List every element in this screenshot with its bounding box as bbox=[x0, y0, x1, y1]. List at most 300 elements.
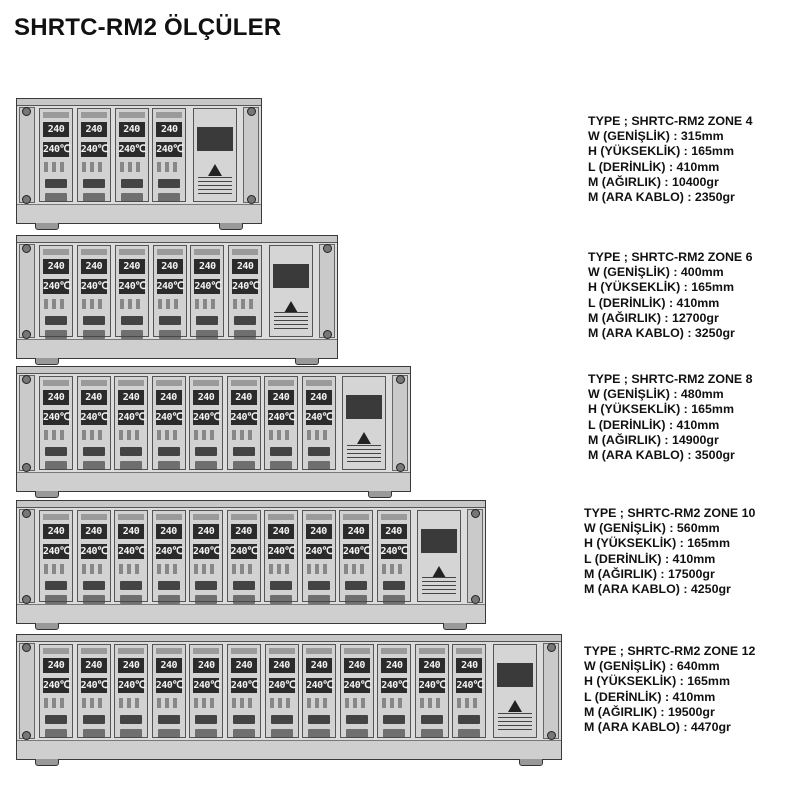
module-buttons bbox=[120, 162, 144, 172]
module-switch bbox=[45, 581, 67, 590]
module-label bbox=[456, 648, 482, 654]
module-buttons bbox=[82, 698, 106, 708]
module-switch bbox=[346, 729, 368, 738]
module-switch bbox=[83, 447, 105, 456]
zone-module bbox=[452, 644, 486, 738]
zone-module bbox=[302, 376, 336, 470]
screw-icon bbox=[22, 595, 31, 604]
spec-block bbox=[584, 506, 755, 597]
module-switch bbox=[233, 715, 255, 724]
module-buttons bbox=[233, 299, 257, 309]
zone-module bbox=[189, 376, 223, 470]
module-switch bbox=[45, 179, 67, 188]
spec-depth: L (DERİNLİK) : 410mm bbox=[584, 551, 716, 566]
module-switch bbox=[45, 461, 67, 470]
zone-module bbox=[114, 376, 148, 470]
module-buttons bbox=[382, 698, 406, 708]
module-label bbox=[231, 648, 257, 654]
module-switch bbox=[120, 461, 142, 470]
module-buttons bbox=[307, 430, 331, 440]
foot bbox=[295, 357, 319, 365]
setpoint-display: 240 bbox=[118, 658, 144, 673]
module-switch bbox=[270, 581, 292, 590]
actual-display: 240℃ bbox=[456, 680, 484, 691]
setpoint-display: 240 bbox=[193, 658, 219, 673]
foot bbox=[35, 357, 59, 365]
spec-depth: L (DERİNLİK) : 410mm bbox=[588, 417, 720, 432]
module-label bbox=[43, 648, 69, 654]
module-switch bbox=[83, 330, 105, 339]
module-label bbox=[193, 380, 219, 386]
module-switch bbox=[270, 447, 292, 456]
actual-display: 240℃ bbox=[230, 546, 258, 557]
module-switch bbox=[83, 193, 105, 202]
actual-display: 240℃ bbox=[43, 412, 71, 423]
zone-module bbox=[39, 644, 73, 738]
setpoint-display: 240 bbox=[43, 259, 69, 274]
setpoint-display: 240 bbox=[156, 390, 182, 405]
spec-width: W (GENİŞLİK) : 640mm bbox=[584, 659, 720, 674]
module-switch bbox=[45, 729, 67, 738]
screw-icon bbox=[22, 107, 31, 116]
module-switch bbox=[421, 715, 443, 724]
setpoint-display: 240 bbox=[156, 658, 182, 673]
module-buttons bbox=[82, 162, 106, 172]
module-label bbox=[306, 380, 332, 386]
setpoint-display: 240 bbox=[81, 658, 107, 673]
side-rail bbox=[543, 643, 559, 739]
module-switch bbox=[308, 715, 330, 724]
module-switch bbox=[195, 461, 217, 470]
module-switch bbox=[270, 595, 292, 604]
actual-display: 240℃ bbox=[118, 144, 146, 155]
actual-display: 240℃ bbox=[155, 546, 183, 557]
module-switch bbox=[120, 581, 142, 590]
module-buttons bbox=[157, 698, 181, 708]
module-switch bbox=[421, 729, 443, 738]
actual-display: 240℃ bbox=[43, 546, 71, 557]
controller-plate bbox=[273, 264, 309, 288]
warning-icon bbox=[208, 164, 222, 176]
module-switch bbox=[83, 729, 105, 738]
module-switch bbox=[308, 447, 330, 456]
screw-icon bbox=[396, 463, 405, 472]
module-label bbox=[419, 648, 445, 654]
actual-display: 240℃ bbox=[80, 144, 109, 155]
module-buttons bbox=[119, 698, 143, 708]
spec-block bbox=[588, 250, 753, 341]
module-buttons bbox=[194, 430, 218, 440]
module-switch bbox=[121, 330, 143, 339]
module-label bbox=[268, 514, 294, 520]
setpoint-display: 240 bbox=[232, 259, 258, 274]
module-switch bbox=[120, 595, 142, 604]
actual-display: 240℃ bbox=[193, 412, 221, 423]
side-rail bbox=[19, 107, 35, 203]
spec-cable: M (ARA KABLO) : 4470gr bbox=[584, 720, 731, 735]
module-buttons bbox=[158, 299, 182, 309]
spec-width: W (GENİŞLİK) : 480mm bbox=[588, 387, 724, 402]
zone-module bbox=[115, 108, 149, 202]
spec-type: TYPE ; SHRTC-RM2 ZONE 10 bbox=[584, 506, 756, 520]
module-label bbox=[344, 648, 370, 654]
zone-module bbox=[114, 644, 148, 738]
actual-display: 240℃ bbox=[156, 144, 184, 155]
actual-display: 240℃ bbox=[232, 281, 260, 292]
module-switch bbox=[158, 461, 180, 470]
side-rail bbox=[19, 509, 35, 603]
actual-display: 240℃ bbox=[80, 546, 108, 557]
setpoint-display: 240 bbox=[43, 524, 69, 539]
zone-module bbox=[265, 644, 299, 738]
module-switch bbox=[83, 715, 105, 724]
side-rail bbox=[19, 375, 35, 471]
controller-panel bbox=[193, 108, 237, 202]
module-buttons bbox=[44, 564, 68, 574]
screw-icon bbox=[396, 375, 405, 384]
module-label bbox=[156, 648, 182, 654]
setpoint-display: 240 bbox=[231, 658, 257, 673]
actual-display: 240℃ bbox=[118, 412, 146, 423]
screw-icon bbox=[323, 244, 332, 253]
module-switch bbox=[233, 447, 255, 456]
zone-module bbox=[77, 245, 111, 337]
module-switch bbox=[195, 581, 217, 590]
module-switch bbox=[233, 595, 255, 604]
actual-display: 240℃ bbox=[230, 680, 259, 691]
module-switch bbox=[158, 729, 180, 738]
actual-display: 240℃ bbox=[418, 680, 447, 691]
module-buttons bbox=[194, 564, 218, 574]
setpoint-display: 240 bbox=[268, 390, 294, 405]
zone-module bbox=[302, 510, 336, 602]
actual-display: 240℃ bbox=[381, 680, 409, 691]
module-buttons bbox=[120, 299, 144, 309]
module-switch bbox=[195, 447, 217, 456]
controller-plate bbox=[197, 127, 233, 151]
zone-module bbox=[415, 644, 449, 738]
module-label bbox=[119, 112, 145, 118]
module-buttons bbox=[82, 564, 106, 574]
setpoint-display: 240 bbox=[306, 524, 332, 539]
module-buttons bbox=[270, 698, 294, 708]
actual-display: 240℃ bbox=[343, 546, 371, 557]
module-buttons bbox=[44, 430, 68, 440]
zone-module bbox=[114, 510, 148, 602]
module-label bbox=[343, 514, 369, 520]
module-label bbox=[306, 648, 332, 654]
module-label bbox=[43, 514, 69, 520]
spec-weight: M (AĞIRLIK) : 14900gr bbox=[588, 432, 719, 447]
foot bbox=[35, 222, 59, 230]
actual-display: 240℃ bbox=[268, 412, 296, 423]
screw-icon bbox=[547, 731, 556, 740]
setpoint-display: 240 bbox=[231, 524, 257, 539]
module-switch bbox=[83, 581, 105, 590]
module-buttons bbox=[44, 299, 68, 309]
chassis-image bbox=[16, 98, 262, 224]
module-switch bbox=[196, 330, 218, 339]
controller-plate bbox=[346, 395, 382, 419]
setpoint-display: 240 bbox=[231, 390, 257, 405]
setpoint-display: 240 bbox=[81, 122, 107, 137]
spec-block bbox=[584, 644, 755, 735]
module-switch bbox=[83, 316, 105, 325]
module-switch bbox=[308, 581, 330, 590]
module-buttons bbox=[194, 698, 218, 708]
module-buttons bbox=[82, 430, 106, 440]
module-label bbox=[269, 648, 295, 654]
module-switch bbox=[383, 581, 405, 590]
module-buttons bbox=[232, 698, 256, 708]
module-switch bbox=[158, 447, 180, 456]
spec-width: W (GENİŞLİK) : 315mm bbox=[588, 129, 724, 144]
screw-icon bbox=[22, 463, 31, 472]
module-buttons bbox=[420, 698, 444, 708]
foot bbox=[35, 758, 59, 766]
controller-panel bbox=[493, 644, 537, 738]
zone-module bbox=[190, 245, 224, 337]
spec-height: H (YÜKSEKLİK) : 165mm bbox=[588, 144, 734, 159]
setpoint-display: 240 bbox=[81, 259, 107, 274]
module-switch bbox=[458, 729, 480, 738]
module-buttons bbox=[195, 299, 219, 309]
module-buttons bbox=[157, 162, 181, 172]
chassis-image bbox=[16, 634, 562, 760]
setpoint-display: 240 bbox=[343, 524, 369, 539]
actual-display: 240℃ bbox=[306, 680, 334, 691]
module-switch bbox=[458, 715, 480, 724]
setpoint-display: 240 bbox=[344, 658, 370, 673]
module-switch bbox=[83, 595, 105, 604]
module-switch bbox=[195, 715, 217, 724]
module-label bbox=[157, 249, 183, 255]
spec-weight: M (AĞIRLIK) : 19500gr bbox=[584, 704, 715, 719]
module-buttons bbox=[307, 564, 331, 574]
module-switch bbox=[158, 595, 180, 604]
module-label bbox=[43, 249, 69, 255]
foot bbox=[219, 222, 243, 230]
zone-module bbox=[302, 644, 336, 738]
zone-module bbox=[39, 376, 73, 470]
spec-width: W (GENİŞLİK) : 560mm bbox=[584, 521, 720, 536]
page-title: SHRTC-RM2 ÖLÇÜLER bbox=[14, 14, 282, 41]
screw-icon bbox=[22, 375, 31, 384]
module-buttons bbox=[119, 430, 143, 440]
spec-cable: M (ARA KABLO) : 3250gr bbox=[588, 326, 735, 341]
spec-height: H (YÜKSEKLİK) : 165mm bbox=[584, 674, 730, 689]
module-switch bbox=[159, 330, 181, 339]
screw-icon bbox=[22, 731, 31, 740]
setpoint-display: 240 bbox=[118, 390, 144, 405]
setpoint-display: 240 bbox=[193, 390, 219, 405]
controller-lines bbox=[347, 445, 381, 463]
screw-icon bbox=[471, 509, 480, 518]
module-switch bbox=[45, 330, 67, 339]
screw-icon bbox=[323, 330, 332, 339]
module-switch bbox=[271, 729, 293, 738]
module-label bbox=[81, 380, 107, 386]
module-buttons bbox=[345, 698, 369, 708]
spec-depth: L (DERİNLİK) : 410mm bbox=[584, 689, 716, 704]
module-switch bbox=[383, 729, 405, 738]
actual-display: 240℃ bbox=[43, 144, 71, 155]
spec-type: TYPE ; SHRTC-RM2 ZONE 4 bbox=[588, 114, 753, 128]
spec-cable: M (ARA KABLO) : 4250gr bbox=[584, 582, 731, 597]
foot bbox=[519, 758, 543, 766]
module-switch bbox=[308, 461, 330, 470]
actual-display: 240℃ bbox=[156, 281, 184, 292]
actual-display: 240℃ bbox=[305, 546, 333, 557]
spec-type: TYPE ; SHRTC-RM2 ZONE 8 bbox=[588, 372, 753, 386]
module-switch bbox=[121, 179, 143, 188]
setpoint-display: 240 bbox=[268, 524, 294, 539]
screw-icon bbox=[247, 107, 256, 116]
controller-lines bbox=[198, 177, 232, 195]
setpoint-display: 240 bbox=[157, 259, 183, 274]
actual-display: 240℃ bbox=[194, 281, 222, 292]
module-switch bbox=[121, 193, 143, 202]
setpoint-display: 240 bbox=[381, 658, 407, 673]
setpoint-display: 240 bbox=[119, 122, 145, 137]
module-switch bbox=[45, 193, 67, 202]
module-label bbox=[81, 648, 107, 654]
controller-lines bbox=[422, 577, 456, 595]
module-label bbox=[268, 380, 294, 386]
actual-display: 240℃ bbox=[155, 412, 183, 423]
controller-plate bbox=[421, 529, 457, 553]
zone-module bbox=[77, 644, 111, 738]
module-switch bbox=[83, 461, 105, 470]
setpoint-display: 240 bbox=[456, 658, 482, 673]
actual-display: 240℃ bbox=[80, 680, 108, 691]
module-switch bbox=[270, 461, 292, 470]
module-switch bbox=[345, 581, 367, 590]
zone-module bbox=[227, 644, 261, 738]
actual-display: 240℃ bbox=[268, 680, 296, 691]
foot bbox=[35, 490, 59, 498]
setpoint-display: 240 bbox=[81, 390, 107, 405]
module-switch bbox=[233, 729, 255, 738]
setpoint-display: 240 bbox=[194, 259, 220, 274]
warning-icon bbox=[508, 700, 522, 712]
module-buttons bbox=[382, 564, 406, 574]
module-switch bbox=[45, 316, 67, 325]
zone-module bbox=[189, 644, 223, 738]
module-switch bbox=[234, 316, 256, 325]
side-rail bbox=[19, 244, 35, 338]
module-switch bbox=[233, 461, 255, 470]
module-switch bbox=[158, 179, 180, 188]
module-label bbox=[118, 514, 144, 520]
actual-display: 240℃ bbox=[193, 680, 221, 691]
spec-block bbox=[588, 114, 753, 205]
module-switch bbox=[346, 715, 368, 724]
module-switch bbox=[196, 316, 218, 325]
module-label bbox=[231, 380, 257, 386]
module-switch bbox=[195, 729, 217, 738]
actual-display: 240℃ bbox=[118, 680, 146, 691]
module-buttons bbox=[44, 162, 68, 172]
module-switch bbox=[158, 193, 180, 202]
foot bbox=[443, 622, 467, 630]
actual-display: 240℃ bbox=[118, 546, 146, 557]
module-buttons bbox=[307, 698, 331, 708]
zone-module bbox=[115, 245, 149, 337]
spec-weight: M (AĞIRLIK) : 17500gr bbox=[584, 566, 715, 581]
module-label bbox=[381, 648, 407, 654]
actual-display: 240℃ bbox=[43, 281, 71, 292]
screw-icon bbox=[22, 330, 31, 339]
module-switch bbox=[83, 179, 105, 188]
actual-display: 240℃ bbox=[80, 281, 109, 292]
screw-icon bbox=[471, 595, 480, 604]
spec-type: TYPE ; SHRTC-RM2 ZONE 6 bbox=[588, 250, 753, 264]
module-label bbox=[118, 380, 144, 386]
module-label bbox=[232, 249, 258, 255]
zone-module bbox=[152, 644, 186, 738]
module-label bbox=[119, 249, 145, 255]
setpoint-display: 240 bbox=[419, 658, 445, 673]
module-label bbox=[156, 514, 182, 520]
chassis-image bbox=[16, 500, 486, 624]
module-switch bbox=[45, 447, 67, 456]
actual-display: 240℃ bbox=[118, 281, 146, 292]
spec-height: H (YÜKSEKLİK) : 165mm bbox=[584, 536, 730, 551]
actual-display: 240℃ bbox=[380, 546, 408, 557]
module-label bbox=[193, 648, 219, 654]
module-label bbox=[306, 514, 332, 520]
setpoint-display: 240 bbox=[381, 524, 407, 539]
module-switch bbox=[234, 330, 256, 339]
spec-weight: M (AĞIRLIK) : 10400gr bbox=[588, 174, 719, 189]
module-label bbox=[81, 514, 107, 520]
setpoint-display: 240 bbox=[119, 259, 145, 274]
module-label bbox=[43, 112, 69, 118]
zone-module bbox=[77, 108, 111, 202]
setpoint-display: 240 bbox=[306, 658, 332, 673]
module-switch bbox=[120, 729, 142, 738]
module-switch bbox=[271, 715, 293, 724]
module-buttons bbox=[269, 564, 293, 574]
side-rail bbox=[243, 107, 259, 203]
spec-cable: M (ARA KABLO) : 3500gr bbox=[588, 448, 735, 463]
zone-module bbox=[227, 376, 261, 470]
setpoint-display: 240 bbox=[156, 122, 182, 137]
module-label bbox=[156, 380, 182, 386]
controller-panel bbox=[417, 510, 461, 602]
module-switch bbox=[383, 595, 405, 604]
zone-module bbox=[77, 376, 111, 470]
module-switch bbox=[120, 447, 142, 456]
side-rail bbox=[467, 509, 483, 603]
zone-module bbox=[77, 510, 111, 602]
screw-icon bbox=[22, 195, 31, 204]
spec-block bbox=[588, 372, 753, 463]
zone-module bbox=[189, 510, 223, 602]
zone-module bbox=[377, 644, 411, 738]
zone-module bbox=[152, 376, 186, 470]
module-label bbox=[194, 249, 220, 255]
actual-display: 240℃ bbox=[305, 412, 333, 423]
module-switch bbox=[45, 595, 67, 604]
spec-weight: M (AĞIRLIK) : 12700gr bbox=[588, 310, 719, 325]
controller-panel bbox=[342, 376, 386, 470]
spec-depth: L (DERİNLİK) : 410mm bbox=[588, 159, 720, 174]
module-switch bbox=[121, 316, 143, 325]
side-rail bbox=[392, 375, 408, 471]
module-buttons bbox=[82, 299, 106, 309]
